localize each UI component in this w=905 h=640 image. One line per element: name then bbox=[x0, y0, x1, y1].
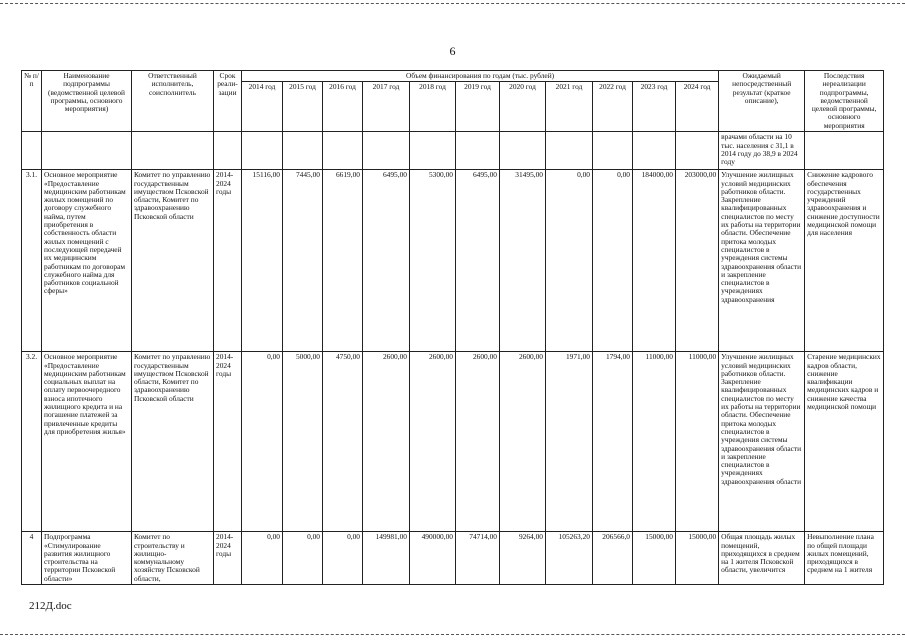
row-term: 2014-2024 годы bbox=[214, 532, 242, 585]
row-value: 6495,00 bbox=[456, 170, 500, 352]
header-funding: Объем финансирования по годам (тыс. рублей) bbox=[242, 71, 719, 82]
row-term: 2014-2024 годы bbox=[214, 352, 242, 532]
row-value: 11000,00 bbox=[633, 352, 676, 532]
row-value: 105263,20 bbox=[546, 532, 593, 585]
row-value: 15000,00 bbox=[633, 532, 676, 585]
row-value: 2600,00 bbox=[410, 352, 456, 532]
header-consequences: Последствия нереализации подпрограммы, ведомственной целевой программы, основного мероприятия bbox=[805, 71, 884, 132]
row-name: Подпрограмма «Стимулирование развития жилищного строительства на территории Псковской области» bbox=[42, 532, 132, 585]
row-value: 149981,00 bbox=[363, 532, 410, 585]
row-result: Улучшение жилищных условий медицинских работников области. Закрепление квалифицированных специалистов по месту их работы на территории области. Обеспечение притока молодых специалистов в учреждения системы здравоохранения области и закрепление специалистов в учреждениях здравоохранения области bbox=[719, 352, 805, 532]
header-year: 2021 год bbox=[546, 82, 593, 132]
row-value: 203000,00 bbox=[676, 170, 719, 352]
row-value: 1794,00 bbox=[593, 352, 633, 532]
header-year: 2016 год bbox=[323, 82, 363, 132]
row-value: 6495,00 bbox=[363, 170, 410, 352]
table-row bbox=[22, 532, 884, 585]
result-continuation: врачами области на 10 тыс. населения с 31,1 в 2014 году до 38,9 в 2024 году bbox=[719, 132, 805, 170]
financing-table bbox=[21, 70, 884, 585]
row-value: 490000,00 bbox=[410, 532, 456, 585]
row-value: 0,00 bbox=[323, 532, 363, 585]
table-row bbox=[22, 170, 884, 352]
row-value: 5300,00 bbox=[410, 170, 456, 352]
row-number: 4 bbox=[22, 532, 42, 585]
row-value: 0,00 bbox=[242, 352, 283, 532]
header-year: 2014 год bbox=[242, 82, 283, 132]
row-value: 184000,00 bbox=[633, 170, 676, 352]
header-year: 2019 год bbox=[456, 82, 500, 132]
row-value: 11000,00 bbox=[676, 352, 719, 532]
header-year: 2015 год bbox=[283, 82, 323, 132]
row-name: Основное мероприятие «Предоставление медицинским работникам социальных выплат на оплату первоочередного взноса ипотечного жилищного кредита и на погашение платежей за привлеченные кредиты для приобретения жилья» bbox=[42, 352, 132, 532]
row-term: 2014-2024 годы bbox=[214, 170, 242, 352]
row-name: Основное мероприятие «Предоставление медицинским работникам жилых помещений по договору служебного найма, путем приобретения в собственность области жилых помещений с последующей передачей их медицинским работникам по договорам служебного найма для работников социальной сферы» bbox=[42, 170, 132, 352]
header-year: 2018 год bbox=[410, 82, 456, 132]
header-name: Наименование подпрограммы (ведомственной целевой программы, основного мероприятия) bbox=[42, 71, 132, 132]
row-value: 15116,00 bbox=[242, 170, 283, 352]
header-year: 2024 год bbox=[676, 82, 719, 132]
row-value: 5000,00 bbox=[283, 352, 323, 532]
row-value: 6619,00 bbox=[323, 170, 363, 352]
row-consequences: Снижение кадрового обеспечения государственных учреждений здравоохранения и снижение доступности медицинской помощи для населения bbox=[805, 170, 884, 352]
row-responsible: Комитет по управлению государственным имуществом Псковской области, Комитет по здравоохранению Псковской области bbox=[132, 170, 214, 352]
row-value: 1971,00 bbox=[546, 352, 593, 532]
row-value: 2600,00 bbox=[363, 352, 410, 532]
row-responsible: Комитет по управлению государственным имуществом Псковской области, Комитет по здравоохранению Псковской области bbox=[132, 352, 214, 532]
row-consequences: Невыполнение плана по общей площади жилых помещений, приходящихся в среднем на 1 жителя bbox=[805, 532, 884, 585]
row-value: 0,00 bbox=[283, 532, 323, 585]
row-value: 31495,00 bbox=[500, 170, 546, 352]
row-value: 4750,00 bbox=[323, 352, 363, 532]
header-year: 2017 год bbox=[363, 82, 410, 132]
row-value: 0,00 bbox=[546, 170, 593, 352]
header-num: № п/п bbox=[22, 71, 42, 132]
row-result: Улучшение жилищных условий медицинских работников области. Закрепление квалифицированных специалистов по месту их работы на территории области. Обеспечение притока молодых специалистов в учреждения системы здравоохранения области и закрепление специалистов в учреждениях здравоохранения bbox=[719, 170, 805, 352]
row-value: 2600,00 bbox=[500, 352, 546, 532]
header-result: Ожидаемый непосредственный результат (краткое описание), bbox=[719, 71, 805, 132]
row-value: 9264,00 bbox=[500, 532, 546, 585]
header-year: 2022 год bbox=[593, 82, 633, 132]
row-value: 2600,00 bbox=[456, 352, 500, 532]
footer-filename: 212Д.doc bbox=[29, 600, 72, 612]
row-value: 206566,0 bbox=[593, 532, 633, 585]
page-number: 6 bbox=[449, 44, 456, 58]
row-value: 15000,00 bbox=[676, 532, 719, 585]
row-value: 7445,00 bbox=[283, 170, 323, 352]
header-term: Срок реали-зации bbox=[214, 71, 242, 132]
row-number: 3.1. bbox=[22, 170, 42, 352]
header-responsible: Ответственный исполнитель, соисполнитель bbox=[132, 71, 214, 132]
row-value: 0,00 bbox=[242, 532, 283, 585]
row-result: Общая площадь жилых помещений, приходящихся в среднем на 1 жителя Псковской области, увеличится bbox=[719, 532, 805, 585]
row-value: 74714,00 bbox=[456, 532, 500, 585]
row-consequences: Старение медицинских кадров области, снижение квалификации медицинских кадров и снижение качества медицинской помощи bbox=[805, 352, 884, 532]
row-number: 3.2. bbox=[22, 352, 42, 532]
row-responsible: Комитет по строительству и жилищно-коммунальному хозяйству Псковской области, bbox=[132, 532, 214, 585]
header-year: 2023 год bbox=[633, 82, 676, 132]
page-bottom-edge bbox=[0, 634, 905, 635]
page-top-edge bbox=[0, 3, 905, 4]
header-year: 2020 год bbox=[500, 82, 546, 132]
row-value: 0,00 bbox=[593, 170, 633, 352]
table-row bbox=[22, 352, 884, 532]
continuation-row bbox=[22, 132, 884, 170]
